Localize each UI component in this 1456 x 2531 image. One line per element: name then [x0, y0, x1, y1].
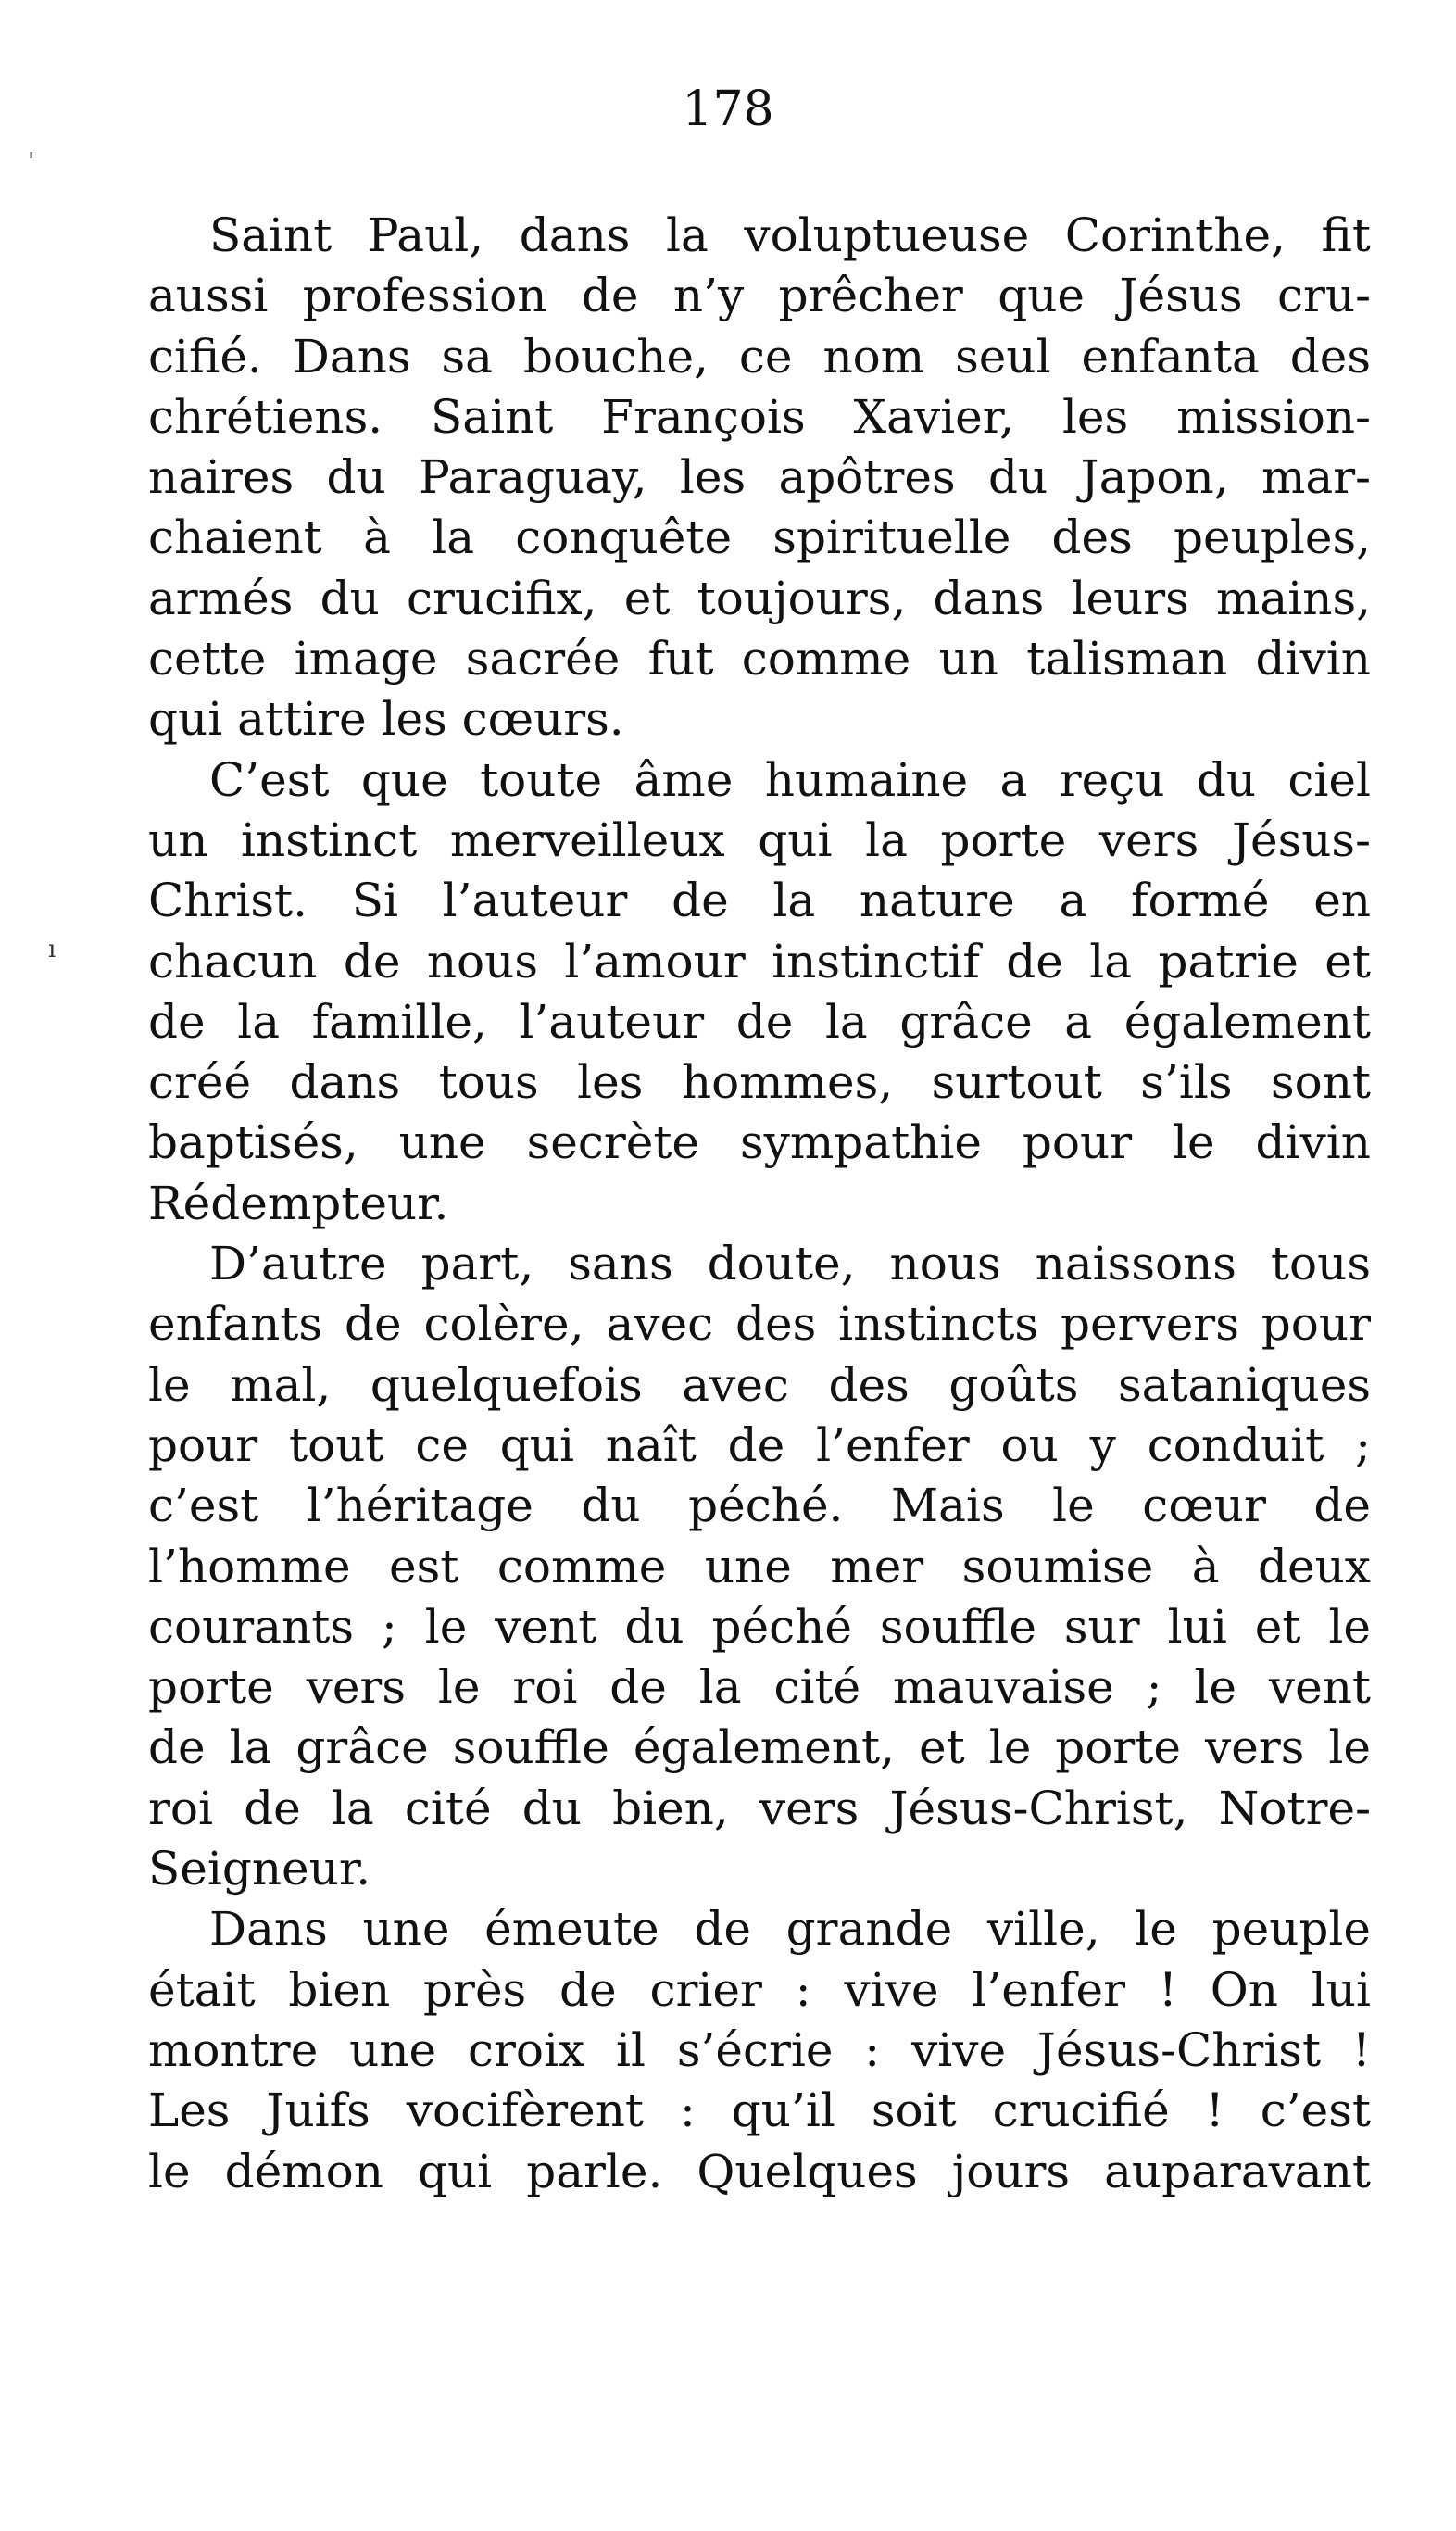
text-line: qui attire les cœurs. [148, 692, 624, 747]
text-line: courants ; le vent du péché souffle sur lui et le [148, 1599, 1371, 1654]
page-number: 178 [682, 82, 774, 137]
text-line: cette image sacrée fut comme un talisman divin [148, 632, 1371, 686]
text-line: Dans une émeute de grande ville, le peuple [209, 1902, 1371, 1957]
body-text [148, 206, 1371, 2202]
text-line: Les Juifs vocifèrent : qu’il soit crucifié ! c’est [148, 2084, 1371, 2138]
text-line: roi de la cité du bien, vers Jésus-Christ, Notre- [148, 1781, 1371, 1835]
text-line: enfants de colère, avec des instincts pervers pour [148, 1297, 1371, 1352]
text-line: de la grâce souffle également, et le porte vers le [148, 1720, 1371, 1775]
paragraph-3 [148, 1234, 1371, 1899]
text-line: chrétiens. Saint François Xavier, les mission- [148, 389, 1371, 444]
text-line: porte vers le roi de la cité mauvaise ; le vent [148, 1660, 1371, 1715]
text-line: C’est que toute âme humaine a reçu du ciel [209, 752, 1371, 807]
text-line: Christ. Si l’auteur de la nature a formé en [148, 874, 1371, 928]
text-line: Rédempteur. [148, 1176, 449, 1230]
text-line: de la famille, l’auteur de la grâce a également [148, 994, 1371, 1049]
text-line: armés du crucifix, et toujours, dans leurs mains, [148, 571, 1371, 625]
text-line: le démon qui parle. Quelques jours auparavant [148, 2144, 1371, 2198]
text-line: créé dans tous les hommes, surtout s’ils sont [148, 1055, 1371, 1110]
text-line: D’autre part, sans doute, nous naissons tous [209, 1237, 1371, 1291]
text-line: cifié. Dans sa bouche, ce nom seul enfanta des [148, 329, 1371, 384]
paragraph-2 [148, 750, 1371, 1234]
text-line: Seigneur. [148, 1842, 371, 1896]
margin-mark: ı [48, 936, 56, 963]
text-line: c’est l’héritage du péché. Mais le cœur de [148, 1479, 1371, 1533]
text-line: baptisés, une secrète sympathie pour le divin [148, 1115, 1371, 1170]
text-line: aussi profession de n’y prêcher que Jésus cru- [148, 269, 1371, 323]
text-line: était bien près de crier : vive l’enfer ! On lui [148, 1962, 1371, 2017]
text-line: montre une croix il s’écrie : vive Jésus-Christ ! [148, 2022, 1371, 2077]
text-line: le mal, quelquefois avec des goûts sataniques [148, 1357, 1371, 1412]
text-line: chacun de nous l’amour instinctif de la patrie et [148, 934, 1371, 988]
text-line: naires du Paraguay, les apôtres du Japon, mar- [148, 450, 1371, 505]
margin-mark: ' [28, 148, 35, 176]
paragraph-1 [148, 206, 1371, 750]
paragraph-4 [148, 1899, 1371, 2201]
text-line: un instinct merveilleux qui la porte vers Jésus- [148, 812, 1371, 867]
text-line: pour tout ce qui naît de l’enfer ou y conduit ; [148, 1417, 1371, 1472]
text-line: l’homme est comme une mer soumise à deux [148, 1539, 1371, 1593]
text-line: chaient à la conquête spirituelle des peuples, [148, 510, 1371, 565]
text-line: Saint Paul, dans la voluptueuse Corinthe, fit [209, 208, 1371, 262]
